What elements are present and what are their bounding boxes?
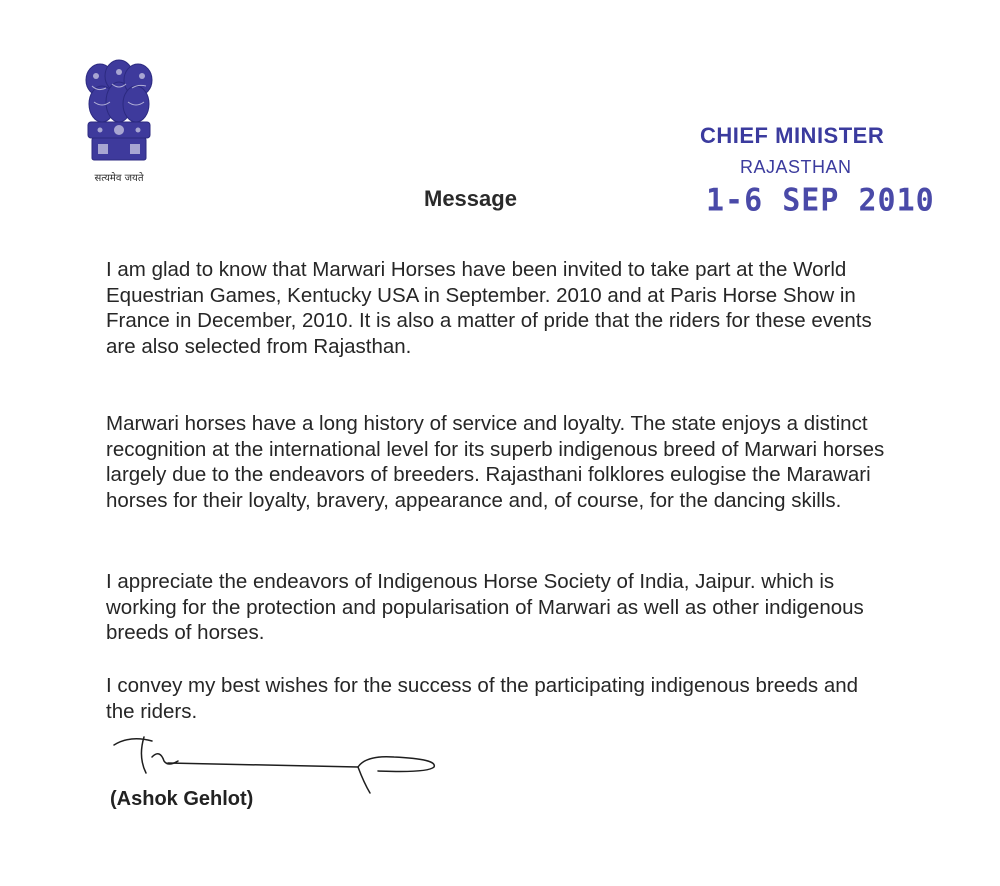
lion-capital-icon xyxy=(74,58,164,170)
paragraph-4: I convey my best wishes for the success of the participating indigenous breeds and the riders. xyxy=(106,674,859,723)
signatory-name: (Ashok Gehlot) xyxy=(110,788,254,810)
state-emblem xyxy=(74,58,164,198)
paragraph-1: I am glad to know that Marwari Horses have been invited to take part at the World Equestrian Games, Kentucky USA in September. 2010 and at Paris Horse Show in France in December, 2010. It is also a matter of pride that the riders for these events are also selected from Rajasthan. xyxy=(106,258,872,358)
office-title: CHIEF MINISTER xyxy=(700,123,885,148)
handwritten-signature xyxy=(108,727,448,797)
message-heading: Message xyxy=(424,186,517,211)
date-stamp: 1-6 SEP 2010 xyxy=(706,182,935,219)
paragraph-2: Marwari horses have a long history of service and loyalty. The state enjoys a distinct recognition at the international level for its superb indigenous breed of Marwari horses largely due to the endeavors of breeders. Rajasthani folklores eulogise the Marawari horses for their loyalty, bravery, appearance and, of course, for the dancing skills. xyxy=(106,412,885,512)
paragraph-3: I appreciate the endeavors of Indigenous Horse Society of India, Jaipur. which is working for the protection and popularisation of Marwari as well as other indigenous breeds of horses. xyxy=(106,570,864,644)
office-state: RAJASTHAN xyxy=(740,157,852,177)
emblem-motto: सत्यमेव जयते xyxy=(94,173,144,184)
